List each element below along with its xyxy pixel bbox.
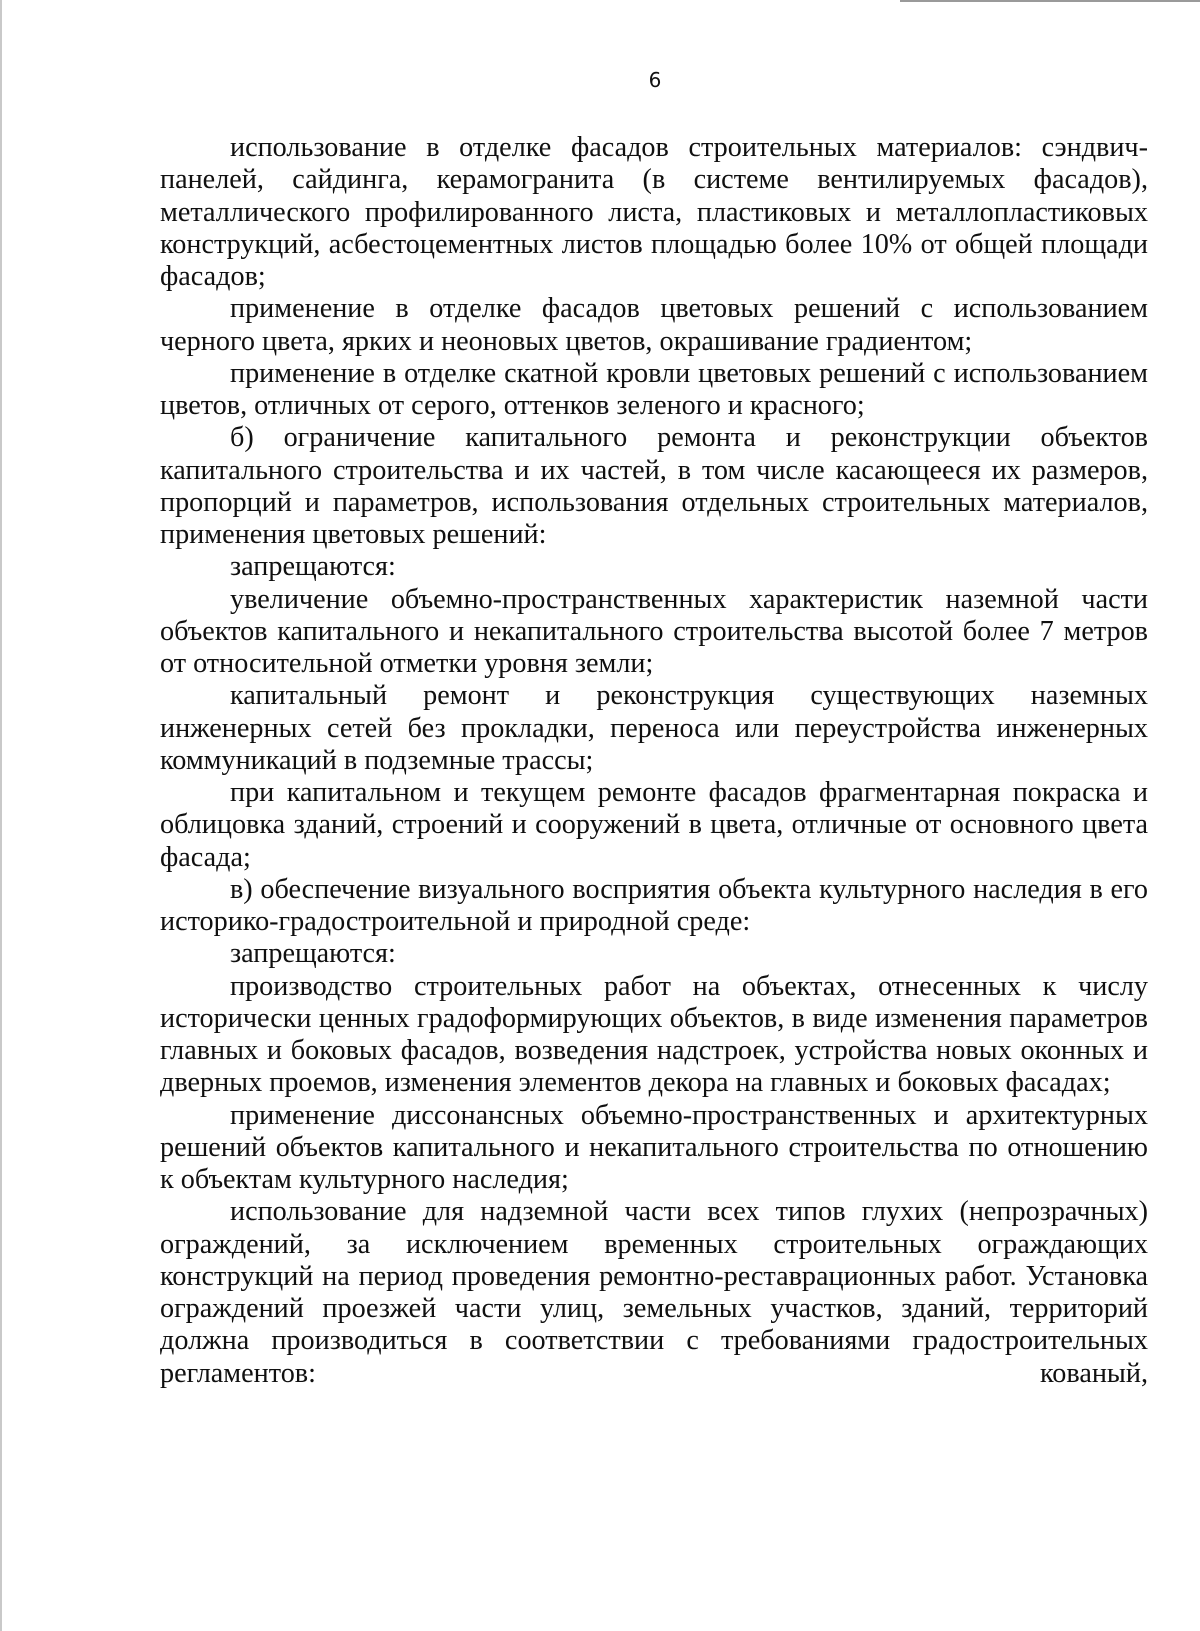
scan-edge-left [0, 0, 2, 1631]
paragraph: применение в отделке фасадов цветовых решений с использованием черного цвета, ярких и неоновых цветов, окрашивание градиентом; [160, 293, 1148, 357]
paragraph: использование в отделке фасадов строительных материалов: сэндвич-панелей, сайдинга, керамогранита (в системе вентилируемых фасадов), металлического профилированного листа, пластиковых и металлопластиковых конструкций, асбестоцементных листов площадью более 10% от общей площади фасадов; [160, 132, 1148, 292]
paragraph: капитальный ремонт и реконструкция существующих наземных инженерных сетей без прокладки, переноса или переустройства инженерных коммуникаций в подземные трассы; [160, 680, 1148, 776]
paragraph: применение в отделке скатной кровли цветовых решений с использованием цветов, отличных от серого, оттенков зеленого и красного; [160, 357, 1148, 421]
paragraph: производство строительных работ на объектах, отнесенных к числу исторически ценных градоформирующих объектов, в виде изменения параметров главных и боковых фасадов, возведения надстроек, устройства новых оконных и дверных проемов, изменения элементов декора на главных и боковых фасадах; [160, 970, 1148, 1099]
paragraph: запрещаются: [230, 551, 396, 583]
document-body [160, 132, 1148, 1390]
paragraph: использование для надземной части всех типов глухих (непрозрачных) ограждений, за исключением временных строительных ограждающих конструкций на период проведения ремонтно-реставрационных работ. Установка ограждений проезжей части улиц, земельных участков, зданий, территорий должна производиться в соответствии с требованиями градостроительных регламентов: кованый, [160, 1196, 1148, 1389]
paragraph: в) обеспечение визуального восприятия объекта культурного наследия в его историко-градостроительной и природной среде: [160, 873, 1148, 937]
paragraph: применение диссонансных объемно-пространственных и архитектурных решений объектов капитального и некапитального строительства по отношению к объектам культурного наследия; [160, 1099, 1148, 1195]
scan-edge-top [900, 0, 1200, 2]
page-number: 6 [648, 68, 662, 92]
paragraph: запрещаются: [230, 938, 396, 970]
paragraph: б) ограничение капитального ремонта и реконструкции объектов капитального строительства и их частей, в том числе касающееся их размеров, пропорций и параметров, использования отдельных строительных материалов, применения цветовых решений: [160, 422, 1148, 550]
paragraph: при капитальном и текущем ремонте фасадов фрагментарная покраска и облицовка зданий, строений и сооружений в цвета, отличные от основного цвета фасада; [160, 777, 1148, 873]
paragraph: увеличение объемно-пространственных характеристик наземной части объектов капитального и некапитального строительства высотой более 7 метров от относительной отметки уровня земли; [160, 583, 1148, 679]
